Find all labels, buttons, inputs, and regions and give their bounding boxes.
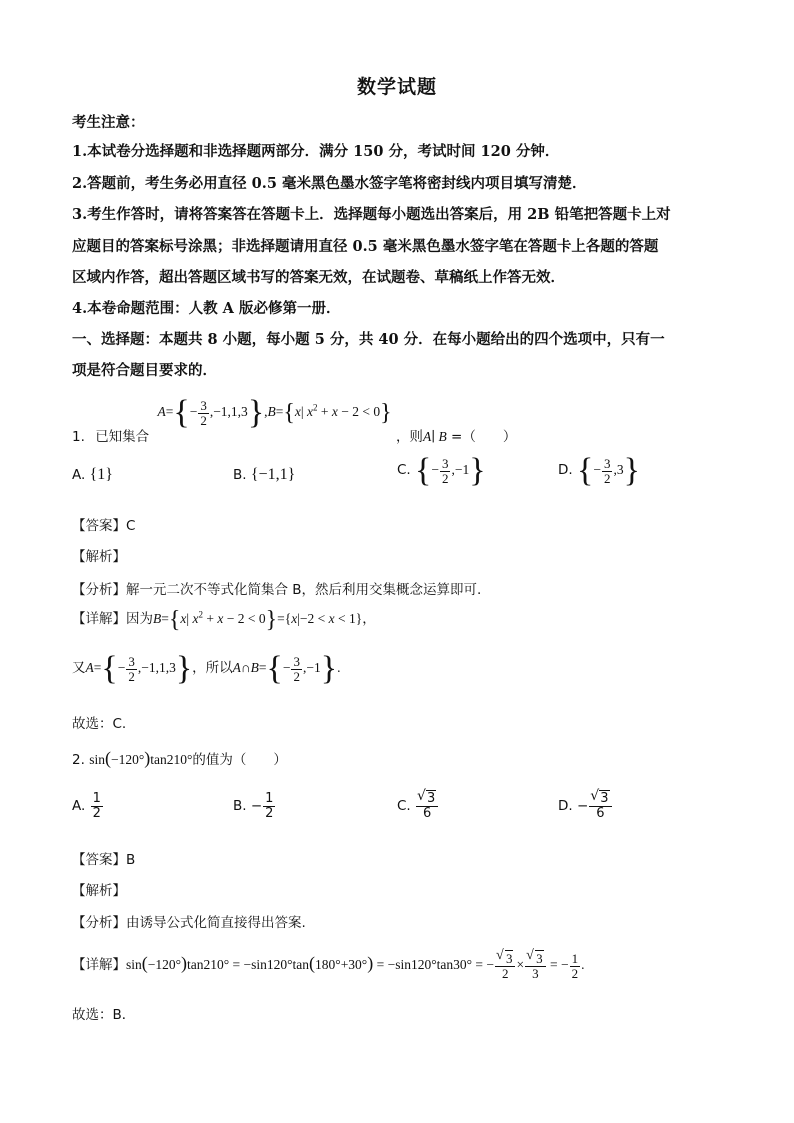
- question-1-stem-text: 已知集合: [95, 429, 150, 446]
- q2-option-b: [233, 792, 276, 820]
- q2-detail: [72, 948, 585, 981]
- question-1-stem-end: =（ ）: [451, 429, 517, 446]
- fenxi-label: 【分析】: [72, 915, 126, 931]
- q1-detail-2: [72, 652, 340, 686]
- notice-item: 1.本试卷分选择题和非选择题两部分．满分 150 分，考试时间 120 分钟．: [72, 143, 560, 160]
- q2-fenxi: [72, 911, 306, 931]
- notice-item: 4.本卷命题范围：人教 A 版必修第一册．: [72, 300, 341, 317]
- detail-formula-2: A={− $\frac{3}{2}$ ,−1,1,3}: [85, 650, 193, 687]
- option-value: − $\frac{1}{2}$: [250, 791, 274, 821]
- option-letter: B.: [233, 798, 247, 815]
- option-letter: A.: [72, 467, 86, 483]
- q2-answer: [72, 848, 135, 868]
- question-1-stem: [72, 394, 517, 446]
- notice-item: 2.答题前，考生务必用直径 0.5 毫米黑色墨水签字笔将密封线内项目填写清楚．: [72, 175, 587, 192]
- option-letter: B.: [233, 467, 247, 483]
- detail-result: A∩B={− $\frac{3}{2}$ ,−1}.: [232, 650, 341, 687]
- q2-option-c: [397, 788, 439, 821]
- option-value: $\frac{1}{2}$: [92, 791, 101, 821]
- q2-option-d: [558, 788, 613, 821]
- option-value: {1}: [89, 466, 113, 483]
- option-value: {− $\frac{3}{2}$ ,−1}: [415, 452, 486, 489]
- q1-option-b: [233, 466, 295, 484]
- detail-formula: B={x| $x^2 + x - 2 < 0\}=\{x|-2 < x < 1\}$，: [153, 606, 376, 633]
- question-number: 2.: [72, 752, 85, 768]
- option-letter: A.: [72, 798, 86, 815]
- intersection-expr: A∣ B: [422, 429, 447, 445]
- fenxi-text: 解一元二次不等式化简集合 B，然后利用交集概念运算即可.: [126, 582, 482, 598]
- option-letter: D.: [558, 462, 573, 479]
- option-value: − √ 3 6: [577, 798, 613, 814]
- section-heading-cont: 项是符合题目要求的．: [72, 362, 217, 379]
- fenxi-label: 【分析】: [72, 582, 126, 598]
- page-title: 数学试题: [356, 76, 437, 98]
- option-letter: C.: [397, 798, 411, 815]
- detail-label: 【详解】: [72, 957, 126, 974]
- q1-option-a: [72, 466, 113, 484]
- answer-value: B: [126, 852, 136, 868]
- answer-value: C: [126, 518, 136, 534]
- detail-label: 【详解】: [72, 611, 126, 627]
- detail-so: ，所以: [192, 660, 233, 677]
- answer-label: 【答案】: [72, 852, 126, 868]
- set-a-definition: A={− $\frac{3}{2}$ ,−1,1,3},B={x| $x^2 + x - 2 < 0$}: [157, 394, 392, 431]
- answer-label: 【答案】: [72, 518, 126, 534]
- question-2-stem-text: 的值为（ ）: [192, 752, 287, 768]
- q1-option-c: [397, 454, 486, 488]
- q2-option-a: [72, 792, 104, 820]
- notice-item: 应题目的答案标号涂黑；非选择题请用直径 0.5 毫米黑色墨水签字笔在答题卡上各题的答题: [72, 238, 659, 255]
- detail-prefix: 因为: [126, 611, 153, 627]
- q2-expression: sin(−120°)tan210°: [89, 748, 193, 768]
- question-number: 1.: [72, 429, 85, 446]
- q1-analysis-label: 【解析】: [72, 549, 126, 565]
- question-1-stem-then: ，则: [395, 429, 423, 446]
- notice-item: 3.考生作答时，请将答案答在答题卡上．选择题每小题选出答案后，用 2B 铅笔把答题卡上对: [72, 206, 671, 223]
- option-value: {− $\frac{3}{2}$ ,3}: [576, 452, 640, 489]
- q1-fenxi: [72, 578, 481, 598]
- option-letter: C.: [397, 462, 411, 479]
- detail-also: 又: [72, 660, 86, 677]
- section-heading: 一、选择题：本题共 8 小题，每小题 5 分，共 40 分．在每小题给出的四个选项中，只有一: [72, 331, 665, 348]
- q1-detail: [72, 607, 376, 632]
- question-2-stem: [72, 748, 287, 769]
- notice-heading: 考生注意：: [72, 114, 145, 131]
- q1-conclusion: 故选：C.: [72, 716, 127, 732]
- detail-formula: sin(−120°)tan210° = −sin120°tan(180°+30°) = −sin120°tan30° = − √ 3 2 × √ 3 3 = − $\frac{1}{2}$ .: [126, 948, 585, 981]
- q2-analysis-label: 【解析】: [72, 883, 126, 899]
- q2-conclusion: 故选：B．: [72, 1007, 136, 1023]
- q1-answer: [72, 514, 135, 534]
- q1-option-d: [558, 454, 640, 488]
- option-value: √ 3 6: [416, 792, 438, 820]
- option-value: {−1,1}: [250, 466, 296, 483]
- notice-item: 区域内作答，超出答题区域书写的答案无效，在试题卷、草稿纸上作答无效．: [72, 269, 565, 286]
- fenxi-text: 由诱导公式化简直接得出答案.: [126, 915, 306, 931]
- option-letter: D.: [558, 798, 573, 815]
